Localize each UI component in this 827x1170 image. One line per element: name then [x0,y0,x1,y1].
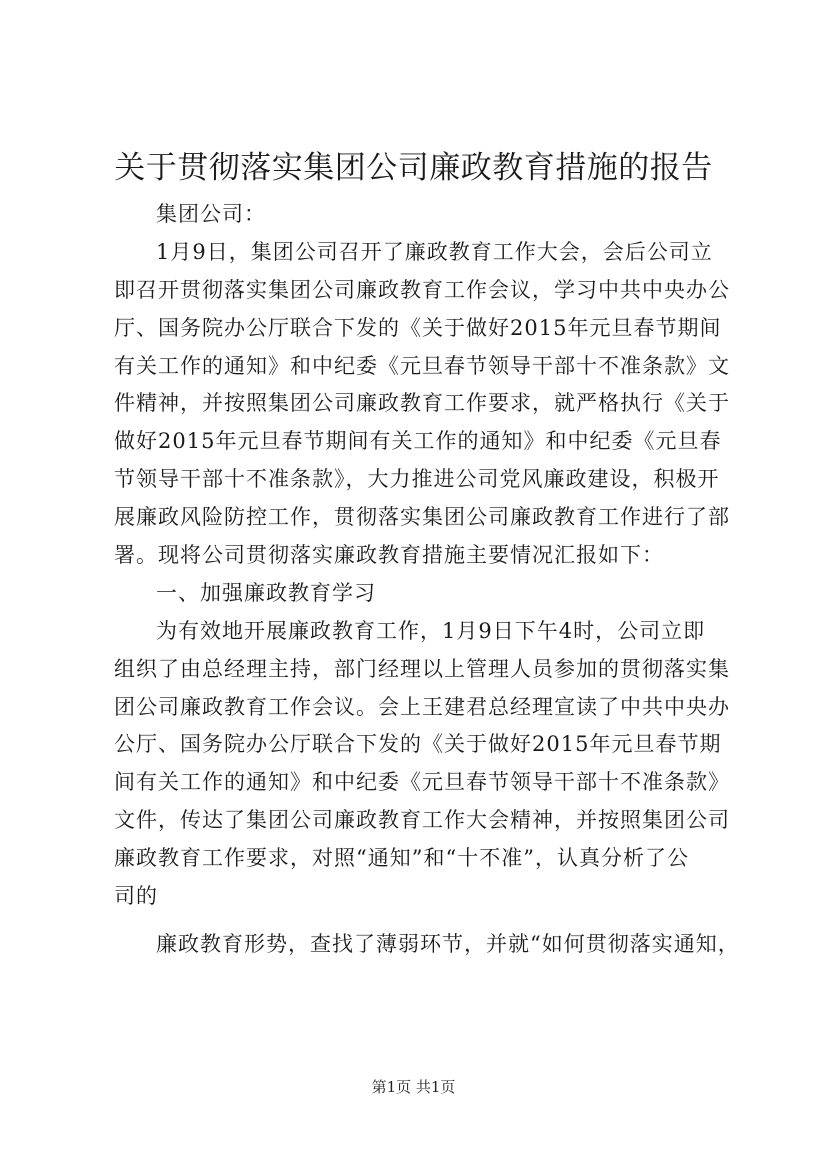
paragraph-line: 做好2015年元旦春节期间有关工作的通知》和中纪委《元旦春 [114,429,722,454]
paragraph-line: 厅、国务院办公厅联合下发的《关于做好2015年元旦春节期间 [114,315,722,340]
paragraph-line: 公厅、国务院办公厅联合下发的《关于做好2015年元旦春节期 [114,732,722,757]
paragraph-line: 有关工作的通知》和中纪委《元旦春节领导干部十不准条款》文 [114,353,730,378]
paragraph-line: 为有效地开展廉政教育工作，1月9日下午4时，公司立即 [156,618,706,643]
paragraph-gap [114,916,724,926]
paragraph-line: 展廉政风险防控工作，贯彻落实集团公司廉政教育工作进行了部 [114,505,730,530]
paragraph-line: 间有关工作的通知》和中纪委《元旦春节领导干部十不准条款》 [114,770,730,795]
paragraph-line: 廉政教育工作要求，对照“通知”和“十不准”，认真分析了公 [114,846,689,871]
document-title: 关于贯彻落实集团公司廉政教育措施的报告 [114,150,713,186]
paragraph-line: 件精神，并按照集团公司廉政教育工作要求，就严格执行《关于 [114,391,730,416]
page-footer: 第1页 共1页 [371,1078,456,1096]
paragraph-line: 署。现将公司贯彻落实廉政教育措施主要情况汇报如下： [114,543,664,568]
document-body [114,196,740,964]
paragraph-line: 文件，传达了集团公司廉政教育工作大会精神，并按照集团公司 [114,808,730,833]
salutation: 集团公司： [156,202,266,226]
paragraph-line: 1月9日，集团公司召开了廉政教育工作大会，会后公司立 [156,239,713,264]
paragraph-line: 廉政教育形势，查找了薄弱环节，并就“如何贯彻落实通知， [156,931,740,956]
paragraph-line: 司的 [114,884,158,909]
paragraph-line: 组织了由总经理主持，部门经理以上管理人员参加的贯彻落实集 [114,656,730,681]
section-heading: 一、加强廉政教育学习 [156,580,376,605]
paragraph-line: 节领导干部十不准条款》，大力推进公司党风廉政建设，积极开 [114,467,720,492]
paragraph-line: 即召开贯彻落实集团公司廉政教育工作会议，学习中共中央办公 [114,277,730,302]
paragraph-line: 团公司廉政教育工作会议。会上王建君总经理宣读了中共中央办 [114,694,730,719]
